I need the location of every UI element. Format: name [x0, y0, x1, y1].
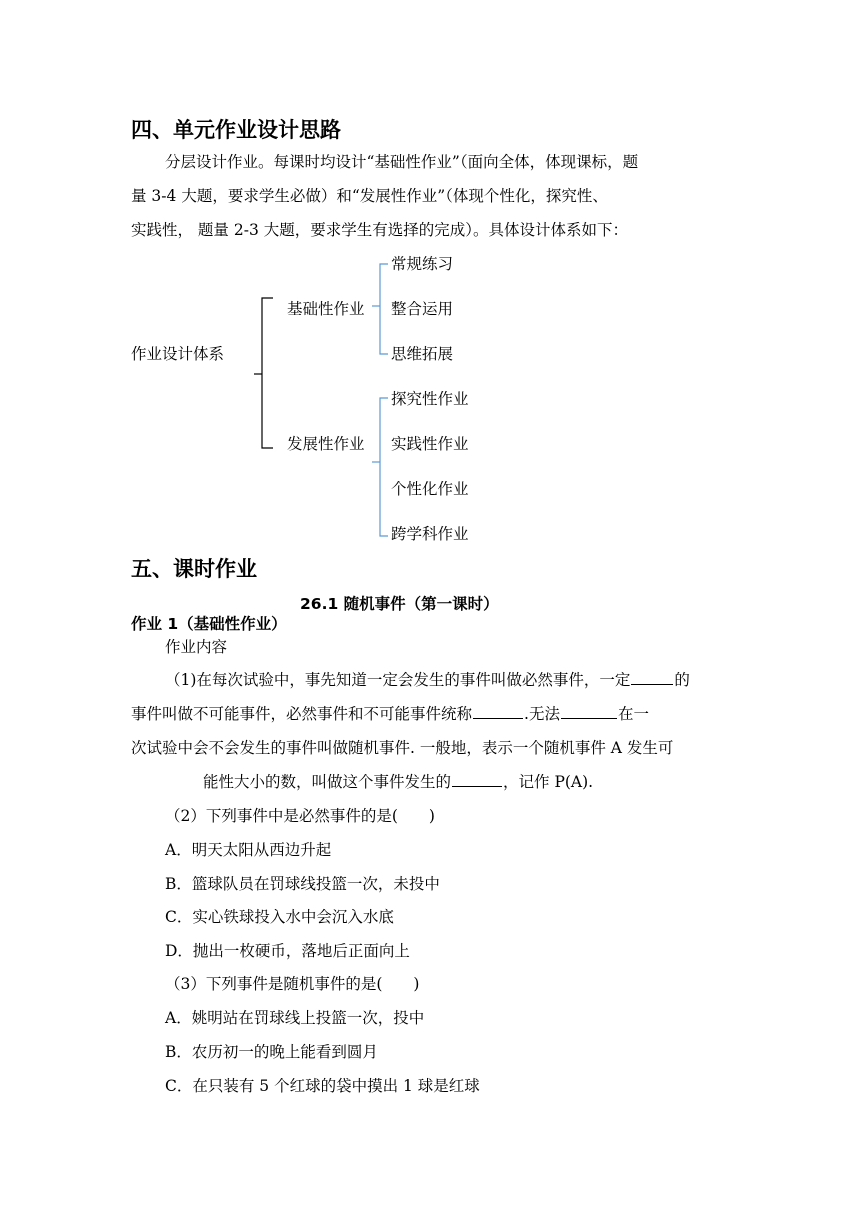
tree-develop-label: 发展性作业: [287, 435, 365, 453]
tree-basic-child: 思维拓展: [391, 345, 454, 363]
q2-option: D．抛出一枚硬币，落地后正面向上: [165, 942, 410, 960]
answer-blank: [561, 717, 617, 719]
section-5-heading: 五、课时作业: [131, 557, 257, 581]
tree-basic-child: 常规练习: [391, 255, 454, 273]
q2-stem: （2）下列事件中是必然事件的是( ): [165, 807, 435, 825]
q3-option: A．姚明站在罚球线上投篮一次，投中: [165, 1009, 425, 1027]
section-4-para-line-1: 分层设计作业。每课时均设计“基础性作业”（面向全体，体现课标，题: [165, 153, 639, 171]
homework-content-label: 作业内容: [165, 638, 228, 656]
tree-develop-child: 跨学科作业: [391, 525, 469, 543]
tree-develop-child: 个性化作业: [391, 480, 469, 498]
answer-blank: [452, 785, 502, 787]
q1-text: 在一: [617, 705, 649, 723]
tree-develop-child: 实践性作业: [391, 435, 469, 453]
tree-basic-label: 基础性作业: [287, 300, 365, 318]
q2-option: A．明天太阳从西边升起: [165, 841, 332, 859]
q1-line-1: [165, 668, 690, 690]
q1-text: .无法: [524, 705, 560, 723]
q3-option: C．在只装有 5 个红球的袋中摸出 1 球是红球: [165, 1077, 480, 1095]
q1-line-3: 次试验中会不会发生的事件叫做随机事件. 一般地，表示一个随机事件 A 发生可: [131, 739, 674, 757]
lesson-title: 26.1 随机事件（第一课时）: [300, 595, 499, 613]
q1-line-4: [203, 770, 593, 792]
basic-bracket: [380, 264, 388, 354]
section-4-para-line-3: 实践性， 题量 2-3 大题，要求学生有选择的完成）。具体设计体系如下：: [131, 221, 628, 239]
q2-option: B．篮球队员在罚球线投篮一次，未投中: [165, 875, 440, 893]
q1-text: ，记作 P(A).: [503, 773, 594, 791]
tree-develop-child: 探究性作业: [391, 390, 469, 408]
answer-blank: [473, 717, 523, 719]
q3-stem: （3）下列事件是随机事件的是( ): [165, 975, 420, 993]
answer-blank: [631, 683, 673, 685]
q1-text: 能性大小的数，叫做这个事件发生的: [203, 773, 452, 791]
homework-1-title: 作业 1（基础性作业）: [131, 615, 287, 633]
q1-text: （1)在每次试验中，事先知道一定会发生的事件叫做必然事件，一定: [165, 671, 631, 689]
q1-text: 的: [674, 671, 690, 689]
q1-line-2: [131, 702, 649, 724]
q1-text: 事件叫做不可能事件，必然事件和不可能事件统称: [131, 705, 473, 723]
tree-basic-child: 整合运用: [391, 300, 454, 318]
develop-bracket: [380, 398, 388, 536]
q2-option: C．实心铁球投入水中会沉入水底: [165, 908, 394, 926]
section-4-heading: 四、单元作业设计思路: [131, 118, 341, 142]
tree-root: 作业设计体系: [131, 345, 225, 363]
main-bracket: [262, 298, 273, 448]
q3-option: B．农历初一的晚上能看到圆月: [165, 1043, 378, 1061]
section-4-para-line-2: 量 3-4 大题，要求学生必做）和“发展性作业”（体现个性化，探究性、: [131, 187, 608, 205]
